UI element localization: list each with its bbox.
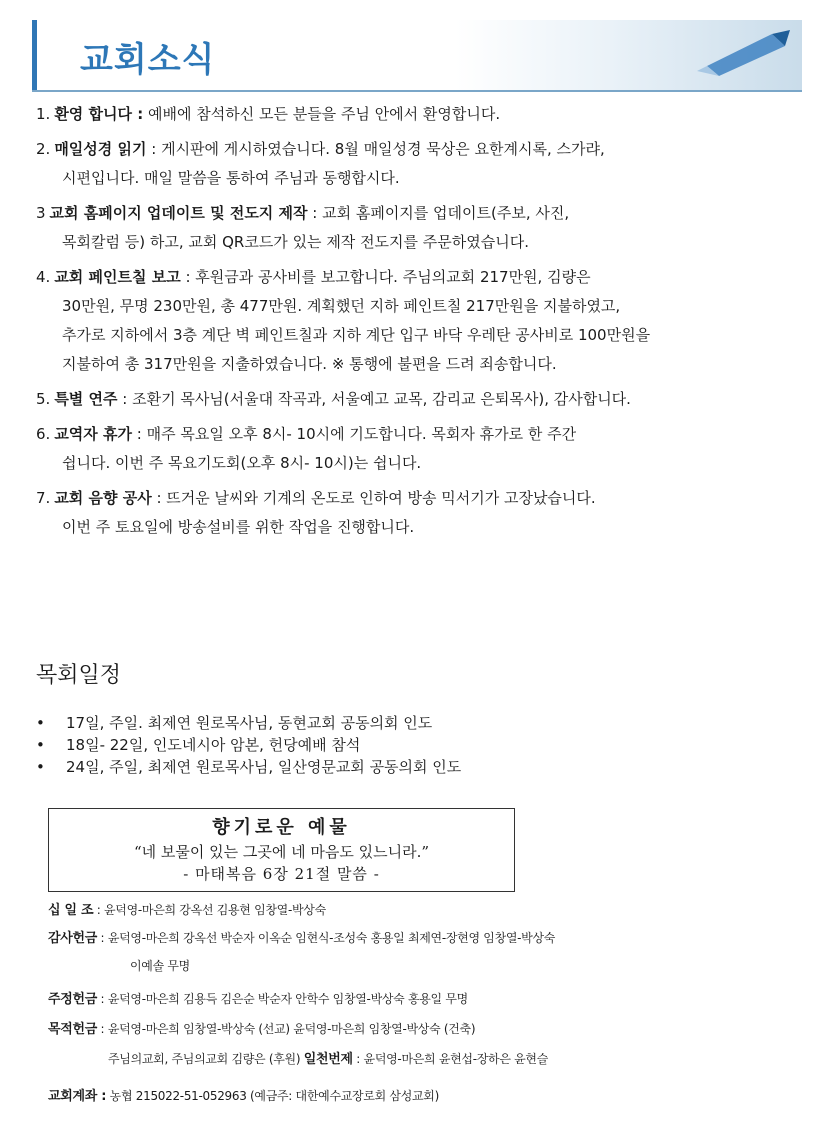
notice-number: 4. [36,268,51,286]
banner-accent-bar [32,20,37,90]
notice-item [36,263,796,379]
notice-text: : 뜨거운 날씨와 기계의 온도로 인하여 방송 믹서기가 고장났습니다. [151,489,596,507]
thanks-row-continued [130,957,190,975]
account-row [48,1087,439,1106]
pencil-icon [697,26,792,76]
notice-text-continued: 추가로 지하에서 3층 계단 벽 페인트칠과 지하 계단 입구 바닥 우레탄 공사비로 100만원을 [62,326,651,344]
notice-title: 특별 연주 [54,390,118,408]
notice-number: 2. [36,140,51,158]
weekly-label: 주정헌금 [48,992,98,1007]
notice-text: 예배에 참석하신 모든 분들을 주님 안에서 환영합니다. [143,105,501,123]
notice-number: 7. [36,489,51,507]
notice-title: 매일성경 읽기 [54,140,147,158]
schedule-item-text: 18일- 22일, 인도네시아 암본, 헌당예배 참석 [66,736,361,754]
notice-item [36,484,796,542]
schedule-item [36,712,461,734]
schedule-item [36,756,461,778]
thanks-names-continued: 이예솔 무명 [130,959,190,973]
firstfruit-label: 일천번제 [303,1052,353,1067]
notice-text: : 교회 홈페이지를 업데이트(주보, 사진, [307,204,570,222]
account-number: 농협 215022-51-052963 (예금주: 대한예수교장로회 삼성교회) [106,1089,439,1103]
notice-title: 교역자 휴가 [54,425,132,443]
verse-text: “네 보물이 있는 그곳에 네 마음도 있느니라.” [133,843,430,861]
notice-item [36,135,796,193]
bullet-icon: • [36,758,45,776]
notice-text-continued: 지불하여 총 317만원을 지출하였습니다. ※ 통행에 불편을 드려 죄송합니다. [62,355,557,373]
notice-text: : 게시판에 게시하였습니다. 8월 매일성경 묵상은 요한계시록, 스가랴, [146,140,605,158]
notice-title: 교회 페인트칠 보고 [54,268,181,286]
notice-text-continued: 쉽니다. 이번 주 목요기도회(오후 8시- 10시)는 쉽니다. [62,454,422,472]
purpose-names: : 윤덕영-마은희 임창열-박상숙 (선교) 윤덕영-마은희 임창열-박상숙 (건축) [97,1022,476,1036]
schedule-item-text: 17일, 주일. 최제연 원로목사님, 동현교회 공동의회 인도 [66,714,433,732]
schedule-item [36,734,461,756]
notice-number: 5. [36,390,51,408]
notice-text-continued: 30만원, 무명 230만원, 총 477만원. 계획했던 지하 페인트칠 217만원을 지불하였고, [62,297,621,315]
schedule-heading: 목회일정 [36,663,122,688]
notice-text-continued: 시편입니다. 매일 말씀을 통하여 주님과 동행합시다. [62,169,400,187]
notice-text: : 매주 목요일 오후 8시- 10시에 기도합니다. 목회자 휴가로 한 주간 [132,425,577,443]
header-banner [32,20,802,92]
notice-text-continued: 목회칼럼 등) 하고, 교회 QR코드가 있는 제작 전도지를 주문하였습니다. [62,233,529,251]
notice-title: 교회 홈페이지 업데이트 및 전도지 제작 [49,204,308,222]
tithe-label: 십 일 조 [48,903,94,918]
notice-item [36,420,796,478]
purpose-row [48,1020,475,1039]
bullet-icon: • [36,736,45,754]
notice-item [36,199,796,257]
weekly-row [48,990,468,1009]
firstfruit-names: : 윤덕영-마은희 윤현섭-장하은 윤현슬 [352,1052,549,1066]
purpose-label: 목적헌금 [48,1022,98,1037]
notice-title: 환영 합니다 : [54,105,144,123]
weekly-names: : 윤덕영-마은희 김용득 김은순 박순자 안학수 임창열-박상숙 홍용일 무명 [97,992,468,1006]
verse-reference: - 마태복음 6장 21절 말씀 - [183,865,380,883]
notice-list [36,100,796,548]
thanks-label: 감사헌금 [48,931,98,946]
thanks-row [48,929,555,948]
verse-box [48,808,515,892]
purpose-names-continued: 주님의교회, 주님의교회 김량은 (후원) [108,1052,304,1066]
thanks-names: : 윤덕영-마은희 강옥선 박순자 이옥순 임현식-조성숙 홍용일 최제연-장현영 임창열-박상숙 [97,931,556,945]
tithe-names: : 윤덕영-마은희 강옥선 김용현 임창열-박상숙 [93,903,326,917]
notice-item [36,100,796,129]
notice-text-continued: 이번 주 토요일에 방송설비를 위한 작업을 진행합니다. [62,518,415,536]
notice-number: 3 [36,204,46,222]
schedule-list [36,712,461,778]
notice-title: 교회 음향 공사 [54,489,152,507]
account-label: 교회계좌 : [48,1089,107,1104]
purpose-row-continued [108,1050,548,1069]
notice-item [36,385,796,414]
notice-number: 6. [36,425,51,443]
notice-text: : 조환기 목사님(서울대 작곡과, 서울예고 교목, 감리교 은퇴목사), 감사합니다. [117,390,631,408]
bullet-icon: • [36,714,45,732]
schedule-item-text: 24일, 주일, 최제연 원로목사님, 일산영문교회 공동의회 인도 [66,758,462,776]
notice-number: 1. [36,105,51,123]
notice-text: : 후원금과 공사비를 보고합니다. 주님의교회 217만원, 김량은 [180,268,591,286]
verse-title: 향기로운 예물 [212,817,351,838]
page-title: 교회소식 [80,40,216,80]
tithe-row [48,901,326,920]
